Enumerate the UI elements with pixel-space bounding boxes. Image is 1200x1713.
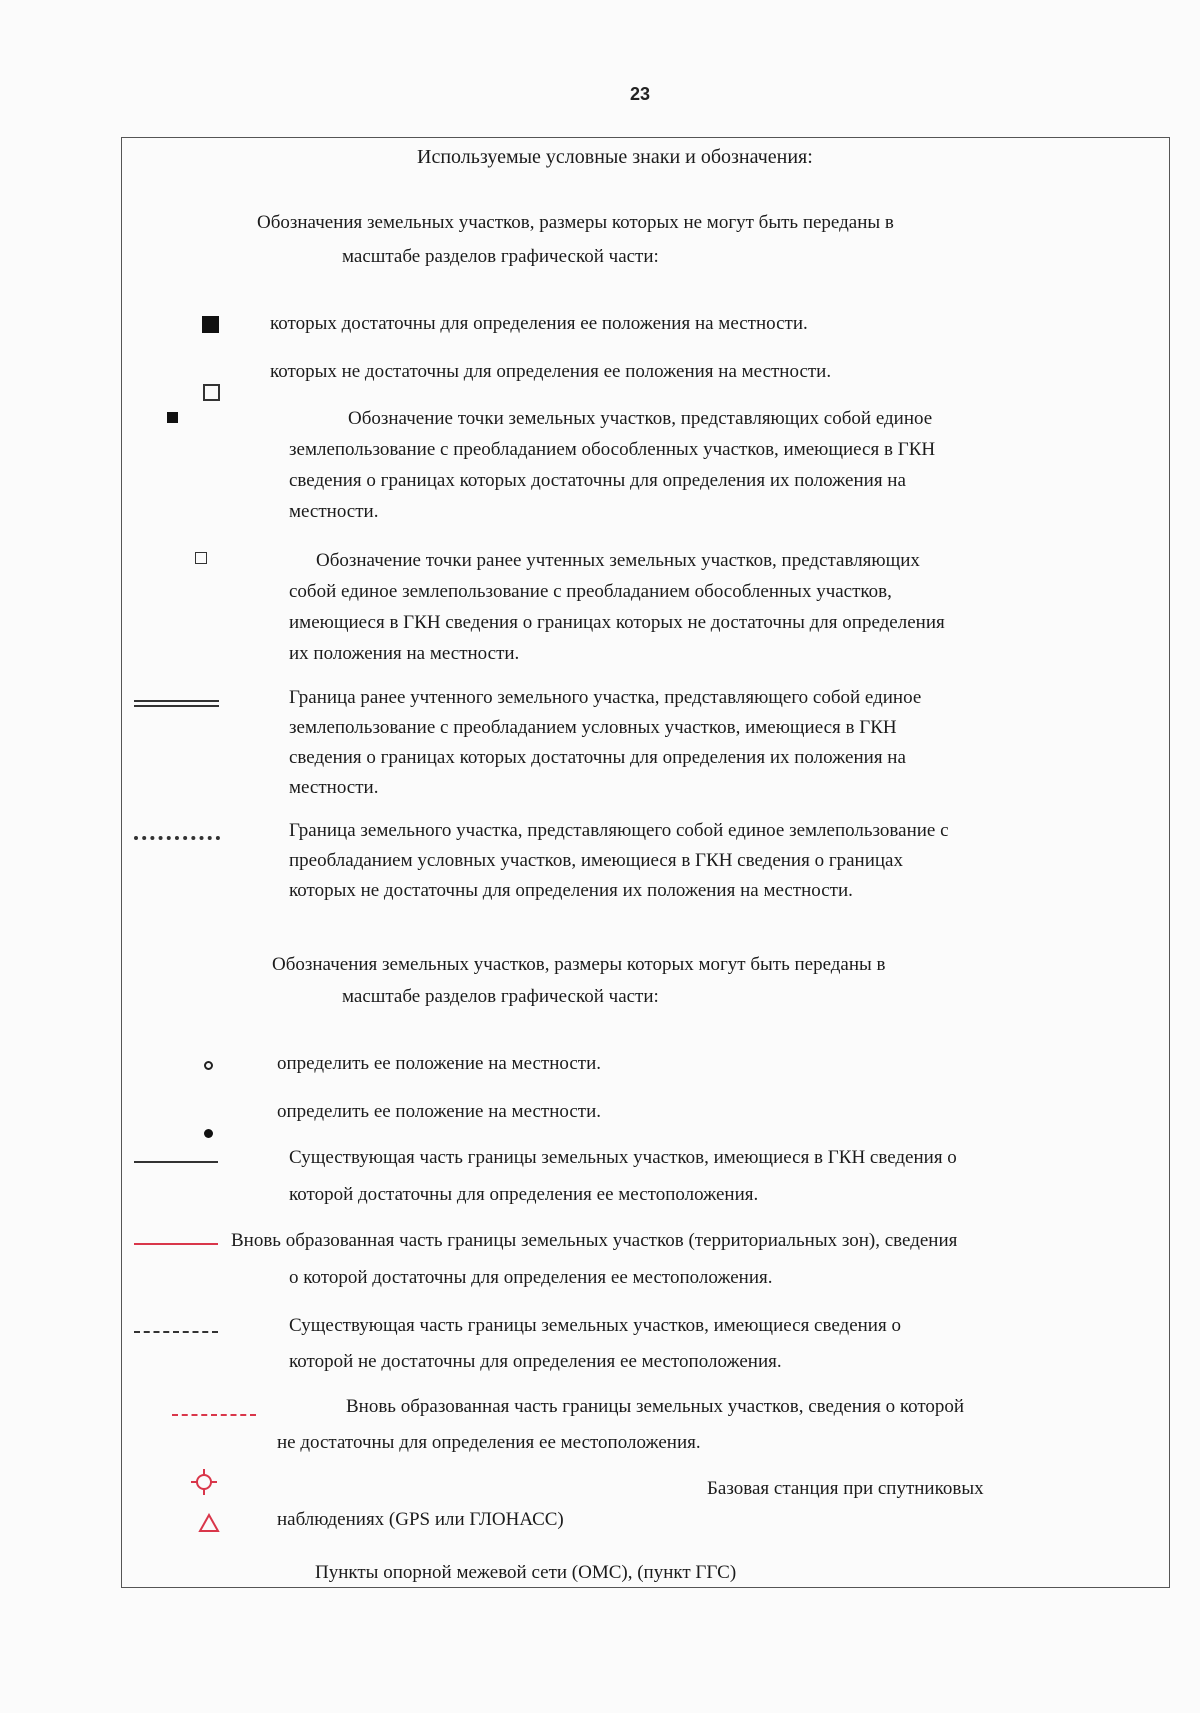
dotted-line-description-line3: которых не достаточны для определения их положения на местности. (289, 880, 853, 901)
solid-line-description-line1: Существующая часть границы земельных участков, имеющиеся в ГКН сведения о (289, 1147, 957, 1168)
base-station-description-line1: Базовая станция при спутниковых (707, 1478, 984, 1499)
solid-line-icon (134, 1161, 218, 1163)
base-station-icon (190, 1468, 218, 1496)
filled-square-description: которых достаточны для определения ее положения на местности. (270, 313, 808, 334)
filled-circle-description: определить ее положение на местности. (277, 1101, 602, 1122)
open-circle-icon (204, 1061, 213, 1070)
small-empty-description-line1: Обозначение точки ранее учтенных земельных участков, представляющих (316, 550, 920, 571)
dashed-line-icon (134, 1331, 218, 1333)
section1-heading-line2: масштабе разделов графической части: (342, 246, 659, 267)
double-line-description-line2: землепользование с преобладанием условных участков, имеющиеся в ГКН (289, 717, 897, 738)
solid-line-description-line2: которой достаточны для определения ее местоположения. (289, 1184, 759, 1205)
open-circle-description: определить ее положение на местности. (277, 1053, 602, 1074)
small-filled-description-line4: местности. (289, 501, 379, 522)
section2-heading-line1: Обозначения земельных участков, размеры которых могут быть переданы в (272, 954, 886, 975)
double-line-description-line3: сведения о границах которых достаточны для определения их положения на (289, 747, 906, 768)
base-station-description-line2: наблюдениях (GPS или ГЛОНАСС) (277, 1509, 564, 1530)
oms-description: Пункты опорной межевой сети (ОМС), (пункт ГГС) (315, 1562, 737, 1583)
red-line-description-line2: о которой достаточны для определения ее местоположения. (289, 1267, 773, 1288)
empty-square-icon (203, 384, 220, 401)
red-line-icon (134, 1243, 218, 1245)
double-line-description-line1: Граница ранее учтенного земельного участка, представляющего собой единое (289, 687, 922, 708)
small-filled-square-icon (167, 412, 178, 423)
legend-title: Используемые условные знаки и обозначения: (417, 146, 813, 168)
dashed-line-description-line2: которой не достаточны для определения ее местоположения. (289, 1351, 782, 1372)
filled-circle-icon (204, 1129, 213, 1138)
red-line-description-line1: Вновь образованная часть границы земельных участков (территориальных зон), сведения (231, 1230, 958, 1251)
dotted-line-description-line2: преобладанием условных участков, имеющиеся в ГКН сведения о границах (289, 850, 903, 871)
filled-square-icon (202, 316, 219, 333)
double-line-icon (134, 700, 219, 707)
oms-triangle-icon (198, 1513, 220, 1533)
dotted-line-description-line1: Граница земельного участка, представляющего собой единое землепользование с (289, 820, 949, 841)
small-filled-description-line3: сведения о границах которых достаточны для определения их положения на (289, 470, 906, 491)
section2-heading-line2: масштабе разделов графической части: (342, 986, 659, 1007)
red-dashed-line-icon (172, 1414, 256, 1416)
small-empty-description-line3: имеющиеся в ГКН сведения о границах которых не достаточны для определения (289, 612, 945, 633)
dashed-line-description-line1: Существующая часть границы земельных участков, имеющиеся сведения о (289, 1315, 901, 1336)
red-dashed-description-line2: не достаточны для определения ее местоположения. (277, 1432, 701, 1453)
small-filled-description-line1: Обозначение точки земельных участков, представляющих собой единое (348, 408, 933, 429)
section1-heading-line1: Обозначения земельных участков, размеры которых не могут быть переданы в (257, 212, 894, 233)
empty-square-description: которых не достаточны для определения ее положения на местности. (270, 361, 832, 382)
page-number: 23 (629, 84, 651, 104)
red-dashed-description-line1: Вновь образованная часть границы земельных участков, сведения о которой (346, 1396, 965, 1417)
dotted-line-icon (134, 836, 220, 840)
small-filled-description-line2: землепользование с преобладанием обособленных участков, имеющиеся в ГКН (289, 439, 936, 460)
small-empty-description-line4: их положения на местности. (289, 643, 520, 664)
small-empty-description-line2: собой единое землепользование с преобладанием обособленных участков, (289, 581, 892, 602)
small-empty-square-icon (195, 552, 207, 564)
double-line-description-line4: местности. (289, 777, 379, 798)
